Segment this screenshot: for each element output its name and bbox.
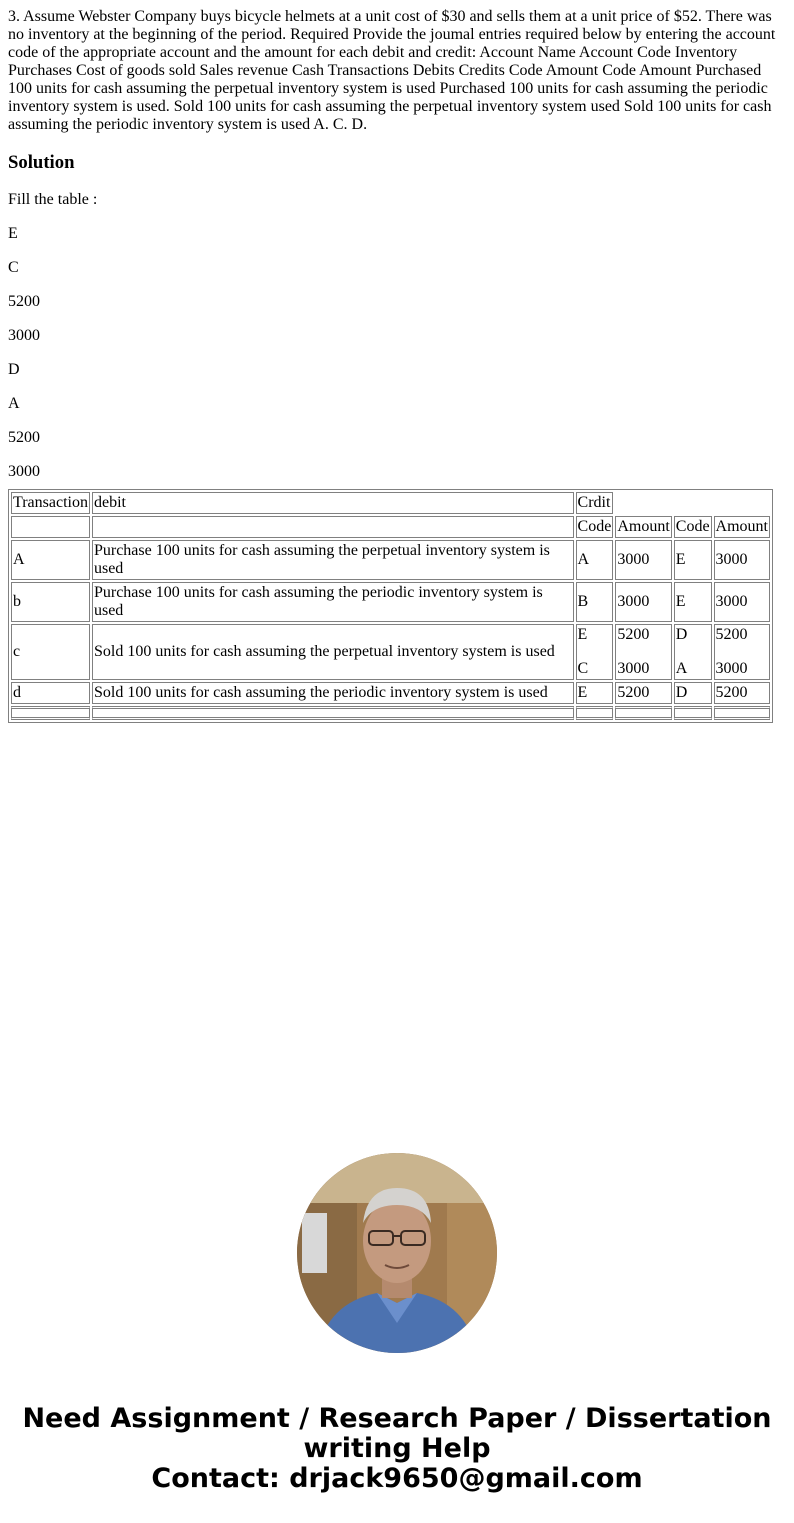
answer-line: 3000 bbox=[8, 327, 40, 344]
table-subheader-row bbox=[11, 516, 770, 538]
answer-line: A bbox=[8, 395, 20, 412]
header-debit: debit bbox=[92, 492, 574, 514]
cell-description: Sold 100 units for cash assuming the perpetual inventory system is used bbox=[92, 624, 574, 680]
cell-amount: 5200 bbox=[615, 682, 671, 704]
table-row bbox=[11, 624, 770, 680]
cell-transaction: b bbox=[11, 582, 90, 622]
journal-table bbox=[8, 489, 773, 723]
cell-amount: 5200 bbox=[714, 682, 770, 704]
answer-line: 5200 bbox=[8, 429, 40, 446]
subheader-amount: Amount bbox=[615, 516, 671, 538]
header-credit: Crdit bbox=[576, 492, 614, 514]
cell-amount: 3000 bbox=[714, 582, 770, 622]
cell-code: A bbox=[576, 540, 614, 580]
subheader-amount: Amount bbox=[714, 516, 770, 538]
cell-code-value: C bbox=[577, 660, 589, 677]
table-header-row bbox=[11, 492, 770, 514]
table-empty-row bbox=[11, 706, 770, 720]
question-text: 3. Assume Webster Company buys bicycle helmets at a unit cost of $30 and sells them at a unit price of $52. There was no inventory at the beginning of the period. Required Provide the joumal entries required below by entering the account code of the appropriate account and the amount for each debit and credit: Account Name Account Code Inventory Purchases Cost of goods sold Sales revenue Cash Transactions Debits Credits Code Amount Code Amount Purchased 100 units for cash assuming the perpetual inventory system is used Purchased 100 units for cash assuming the periodic inventory system is used. Sold 100 units for cash assuming the perpetual inventory system used Sold 100 units for cash assuming the periodic inventory system is used A. C. D. bbox=[8, 8, 776, 133]
answer-line: 5200 bbox=[8, 293, 40, 310]
answer-line: E bbox=[8, 225, 18, 242]
cell-transaction: A bbox=[11, 540, 90, 580]
table-row bbox=[11, 682, 770, 704]
answer-line: C bbox=[8, 259, 19, 276]
cell-description: Purchase 100 units for cash assuming the perpetual inventory system is used bbox=[92, 540, 574, 580]
cell-amount bbox=[615, 624, 671, 680]
subheader-empty bbox=[92, 516, 574, 538]
footer-contact: Contact: drjack9650@gmail.com bbox=[151, 1463, 643, 1494]
cell-code: E bbox=[674, 582, 712, 622]
cell-transaction: c bbox=[11, 624, 90, 680]
cell-code bbox=[576, 624, 614, 680]
cell-description: Sold 100 units for cash assuming the periodic inventory system is used bbox=[92, 682, 574, 704]
footer-line: Need Assignment / Research Paper / Dissertation bbox=[22, 1403, 772, 1434]
cell-amount-value: 3000 bbox=[617, 660, 650, 677]
table-row bbox=[11, 582, 770, 622]
author-photo bbox=[297, 1153, 497, 1353]
cell-code-value: D bbox=[675, 626, 688, 643]
subheader-empty bbox=[11, 516, 90, 538]
table-row bbox=[11, 540, 770, 580]
cell-code bbox=[674, 624, 712, 680]
cell-amount-value: 3000 bbox=[715, 660, 748, 677]
cell-code-value: A bbox=[675, 660, 688, 677]
cell-code-value: E bbox=[577, 626, 588, 643]
cell-description: Purchase 100 units for cash assuming the periodic inventory system is used bbox=[92, 582, 574, 622]
subheader-code: Code bbox=[576, 516, 614, 538]
cell-amount: 3000 bbox=[714, 540, 770, 580]
document-body bbox=[0, 0, 794, 723]
cell-amount: 3000 bbox=[615, 540, 671, 580]
cell-code: D bbox=[674, 682, 712, 704]
promo-footer bbox=[0, 1404, 794, 1494]
cell-amount-value: 5200 bbox=[617, 626, 650, 643]
cell-code: E bbox=[576, 682, 614, 704]
cell-transaction: d bbox=[11, 682, 90, 704]
footer-line: writing Help bbox=[303, 1433, 491, 1464]
solution-heading: Solution bbox=[8, 152, 75, 173]
answer-line: 3000 bbox=[8, 463, 40, 480]
header-transaction: Transaction bbox=[11, 492, 90, 514]
cell-code: B bbox=[576, 582, 614, 622]
cell-amount bbox=[714, 624, 770, 680]
subheader-code: Code bbox=[674, 516, 712, 538]
cell-amount-value: 5200 bbox=[715, 626, 748, 643]
intro-text: Fill the table : bbox=[8, 191, 98, 208]
cell-amount: 3000 bbox=[615, 582, 671, 622]
cell-code: E bbox=[674, 540, 712, 580]
answer-line: D bbox=[8, 361, 20, 378]
